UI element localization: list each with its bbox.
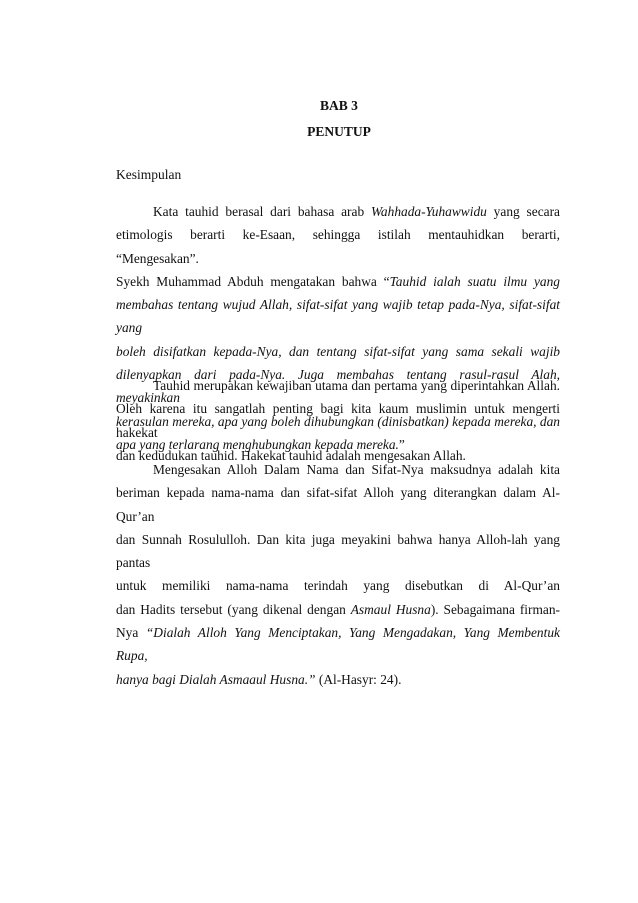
text-line: etimologis berarti ke-Esaan, sehingga istilah mentauhidkan berarti, “Mengesakan”. [116, 227, 560, 266]
text-line: dan kedudukan tauhid. Hakekat tauhid adalah mengesakan Allah. [116, 447, 466, 463]
text-line: dan Hadits tersebut (yang dikenal dengan Asmaul Husna). Sebagaimana firman- [116, 601, 560, 617]
text-line: boleh disifatkan kepada-Nya, dan tentang sifat-sifat yang sama sekali wajib [116, 343, 560, 359]
text-line: dan Sunnah Rosululloh. Dan kita juga meyakini bahwa hanya Alloh-lah yang pantas [116, 531, 560, 571]
text-line: Mengesakan Alloh Dalam Nama dan Sifat-Nya maksudnya adalah kita [153, 462, 560, 477]
text-line: untuk memiliki nama-nama terindah yang disebutkan di Al-Qur’an [116, 578, 560, 594]
text-line: Nya “Dialah Alloh Yang Menciptakan, Yang Mengadakan, Yang Membentuk Rupa, [116, 625, 560, 664]
text-line: Oleh karena itu sangatlah penting bagi kita kaum muslimin untuk mengerti hakekat [116, 401, 560, 440]
chapter-title: PENUTUP [307, 124, 371, 139]
text-line: kerasulan mereka, apa yang boleh dihubungkan (dinisbatkan) kepada mereka, dan [116, 413, 560, 429]
text-line: beriman kepada nama-nama dan sifat-sifat Alloh yang diterangkan dalam Al-Qur’an [116, 485, 560, 524]
text-line: hanya bagi Dialah Asmaaul Husna.” (Al-Hasyr: 24). [116, 671, 402, 687]
section-heading: Kesimpulan [116, 167, 182, 182]
paragraph-obligation [116, 374, 560, 467]
text-line: dilenyapkan dari pada-Nya. Juga membahas tentang rasul-rasul Alah, meyakinkan [116, 367, 560, 406]
chapter-heading: BAB 3 [320, 98, 358, 113]
text-line: Tauhid merupakan kewajiban utama dan pertama yang diperintahkan Allah. [153, 378, 560, 393]
text-line: apa yang terlarang menghubungkan kepada mereka.” [116, 436, 405, 452]
text-line: membahas tentang wujud Allah, sifat-sifat yang wajib tetap pada-Nya, sifat-sifat yang [116, 297, 560, 336]
text-line: Syekh Muhammad Abduh mengatakan bahwa “Tauhid ialah suatu ilmu yang [116, 273, 560, 289]
text-line: Kata tauhid berasal dari bahasa arab Wahhada-Yuhawwidu yang secara [153, 204, 560, 219]
paragraph-names-attributes [116, 458, 560, 691]
